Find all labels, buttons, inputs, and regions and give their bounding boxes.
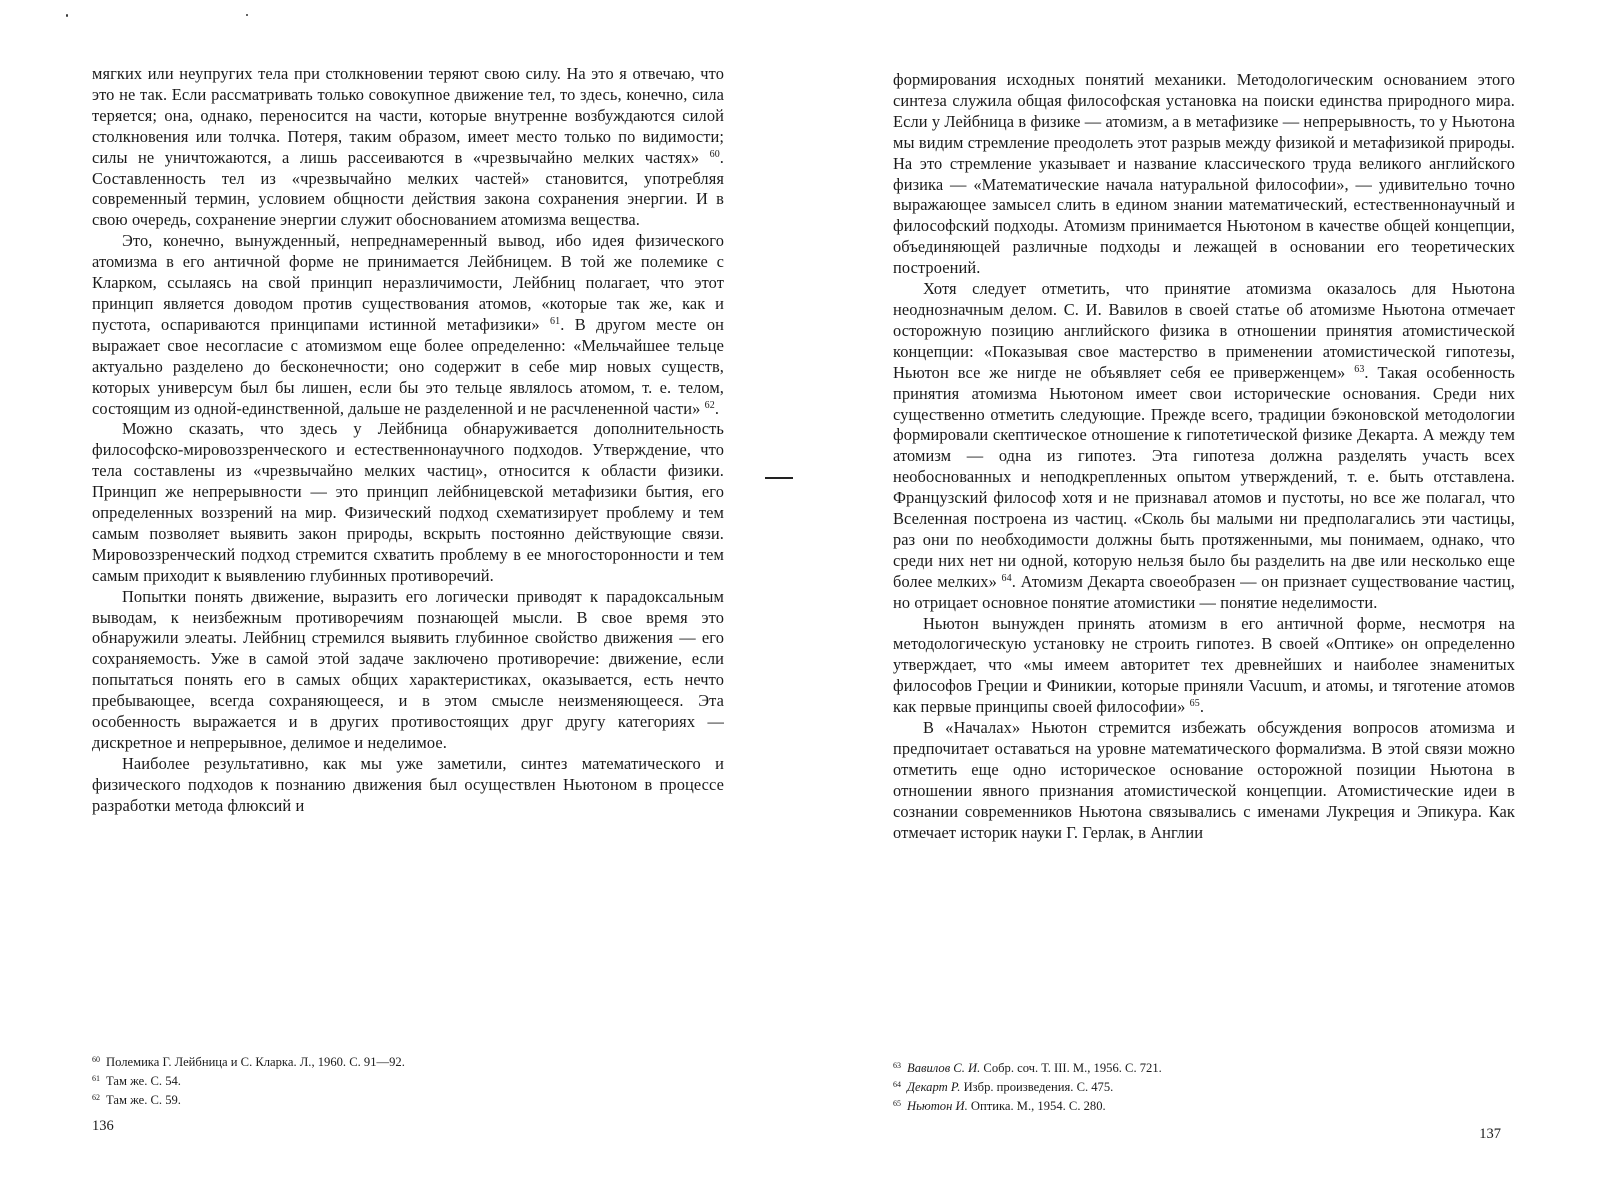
footnote-ref-62: 62 bbox=[704, 399, 715, 411]
footnote-64: $^{64}$ Декарт Р. Избр. произведения. С. 475. bbox=[893, 1079, 1114, 1094]
right-page-body bbox=[893, 70, 1515, 844]
footnote-62: $^{62}$ Там же. С. 59. bbox=[92, 1092, 181, 1107]
footnote-63: $^{63}$ Вавилов С. И. Собр. соч. Т. III. М., 1956. С. 721. bbox=[893, 1061, 1162, 1075]
scan-speck bbox=[246, 14, 248, 16]
scan-speck bbox=[66, 14, 68, 17]
footnote-ref-64: 64 bbox=[1001, 572, 1012, 584]
footnote-ref-60: 60 bbox=[709, 148, 720, 160]
page-number-right: 137 bbox=[1479, 1126, 1501, 1142]
left-paragraph-4: Попытки понять движение, выразить его логически приводят к парадоксальным выводам, к неизбежным противоречиям познающей мысли. В свое время это обнаружили элеаты. Лейбниц стремился выявить глубинное свойство движения — его сохраняемость. Уже в самой этой задаче заключено противоречие: движение, если попытаться понять его в самых общих характеристиках, оказывается, есть нечто пребывающее, всегда сохраняющееся, и в этом смысле неизменяющееся. Эта особенность выражается и в других противостоящих друг другу категориях — дискретное и непрерывное, делимое и неделимое. bbox=[92, 586, 724, 752]
footnote-61: $^{61}$ Там же. С. 54. bbox=[92, 1073, 181, 1088]
right-footnotes bbox=[893, 1058, 1515, 1114]
left-page bbox=[92, 0, 724, 1188]
footnote-ref-61: 61 bbox=[550, 315, 561, 327]
left-paragraph-2: Это, конечно, вынужденный, непреднамеренный вывод, ибо идея физического атомизма в его античной форме не принимается Лейбницем. В той же полемике с Кларком, ссылаясь на свой принцип неразличимости, Лейбниц полагает, что этот принцип является доводом против существования атомов, «которые так же, как и пустота, оспариваются принципами истинной метафизики» $^{61}$. В другом месте он выражает свое несогласие с атомизмом еще более определенно: «Мельчайшее тельце актуально разделено до бесконечности; оно содержит в себе мир новых существ, которых универсум был бы лишен, если бы это тельце являлось атомом, т. е. телом, состоящим из одной-единственной, дальше не разделенной и не расчлененной части» $^{62}$. bbox=[92, 231, 725, 418]
right-paragraph-2: Хотя следует отметить, что принятие атомизма оказалось для Ньютона неоднозначным делом. С. И. Вавилов в своей статье об атомизме Ньютона отмечает осторожную позицию английского физика в отношении принятия атомистической концепции: «Показывая свое мастерство в применении атомистической гипотезы, Ньютон все же нигде не объявляет себя ее приверженцем» $^{63}$. Такая особенность принятия атомизма Ньютоном имеет свои исторические основания. Среди них существенно отметить следующие. Прежде всего, традиции бэконовской методологии формировали скептическое отношение к гипотетической физике Декарта. А между тем атомизм — одна из гипотез. Эта гипотеза должна разделять участь всех необоснованных и неподкрепленных опытом утверждений, т. е. быть отставлена. Французский философ хотя и не признавал атомов и пустоты, но все же полагал, что Вселенная построена из частиц. «Сколь бы малыми ни предполагались эти частицы, раз они по необходимости должны быть протяженными, мы понимаем, однако, что среди них нет ни одной, которую нельзя было бы разделить на две или несколько еще более мелких» $^{64}$. Атомизм Декарта своеобразен — он признает существование частиц, но отрицает основное понятие атомистики — понятие неделимости. bbox=[893, 279, 1515, 612]
right-paragraph-4: В «Началах» Ньютон стремится избежать обсуждения вопросов атомизма и предпочитает оставаться на уровне математического формализма. В этой связи можно отметить еще одно историческое основание осторожной позиции Ньютона в отношении явного признания атомистической концепции. Атомистические идеи в сознании современников Ньютона связывались с именами Лукреция и Эпикура. Как отмечает историк науки Г. Герлак, в Англии bbox=[893, 718, 1515, 842]
right-paragraph-1: формирования исходных понятий механики. Методологическим основанием этого синтеза служила общая философская установка на поиски единства природного мира. Если у Лейбница в физике — атомизм, а в метафизике — непрерывность, то у Ньютона мы видим стремление преодолеть этот разрыв между физикой и метафизикой природы. На это стремление указывает и название классического труда великого английского физика — «Математические начала натуральной философии», — удивительно точно выражающее замысел слить в едином знании математический, естественнонаучный и философский подходы. Атомизм принимается Ньютоном в качестве общей концепции, объединяющей различные подходы и лежащей в основании его теоретических построений. bbox=[893, 70, 1515, 278]
left-paragraph-1: мягких или неупругих тела при столкновении теряют свою силу. На это я отвечаю, что это не так. Если рассматривать только совокупное движение тел, то здесь, конечно, сила теряется; она, однако, переносится на части, которые внутренне возбуждаются силой столкновения или толчка. Потеря, таким образом, имеет место только по видимости; силы не уничтожаются, а лишь рассеиваются в «чрезвычайно мелких частях» $^{60}$. Составленность тел из «чрезвычайно мелких частей» становится, употребляя современный термин, условием общности действия закона сохранения энергии. И в свою очередь, сохранение энергии служит обоснованием атомизма вещества. bbox=[92, 64, 724, 230]
left-paragraph-3: Можно сказать, что здесь у Лейбница обнаруживается дополнительность философско-мировоззренческого и естественнонаучного подходов. Утверждение, что тела составлены из «чрезвычайно мелких частиц», относится к области физики. Принцип же непрерывности — это принцип лейбницевской метафизики бытия, его определенных воззрений на мир. Физический подход схематизирует проблему и тем самым позволяет выявить закон природы, вскрыть постоянно действующие связи. Мировоззренческий подход стремится схватить проблему в ее многосторонности и тем самым приходит к выявлению глубинных противоречий. bbox=[92, 419, 724, 585]
footnote-65: $^{65}$ Ньютон И. Оптика. М., 1954. С. 280. bbox=[893, 1098, 1106, 1113]
footnote-ref-65: 65 bbox=[1189, 698, 1200, 710]
left-page-body bbox=[92, 64, 724, 817]
right-paragraph-3: Ньютон вынужден принять атомизм в его античной форме, несмотря на методологическую установку не строить гипотез. В своей «Оптике» он определенно утверждает, что «мы имеем авторитет тех древнейших и наиболее знаменитых философов Греции и Финикии, которые приняли Vacuum, и атомы, и тяготение атомов как первые принципы своей философии» $^{65}$. bbox=[893, 613, 1515, 717]
page-number-left: 136 bbox=[92, 1118, 114, 1134]
footnote-60: $^{60}$ Полемика Г. Лейбница и С. Кларка. Л., 1960. С. 91—92. bbox=[92, 1055, 405, 1069]
footnote-ref-63: 63 bbox=[1354, 363, 1365, 375]
left-footnotes bbox=[92, 1052, 724, 1108]
right-page bbox=[893, 0, 1515, 1188]
spine-mark bbox=[765, 477, 793, 479]
left-paragraph-5: Наиболее результативно, как мы уже заметили, синтез математического и физического подходов к познанию движения был осуществлен Ньютоном в процессе разработки метода флюксий и bbox=[92, 753, 724, 815]
